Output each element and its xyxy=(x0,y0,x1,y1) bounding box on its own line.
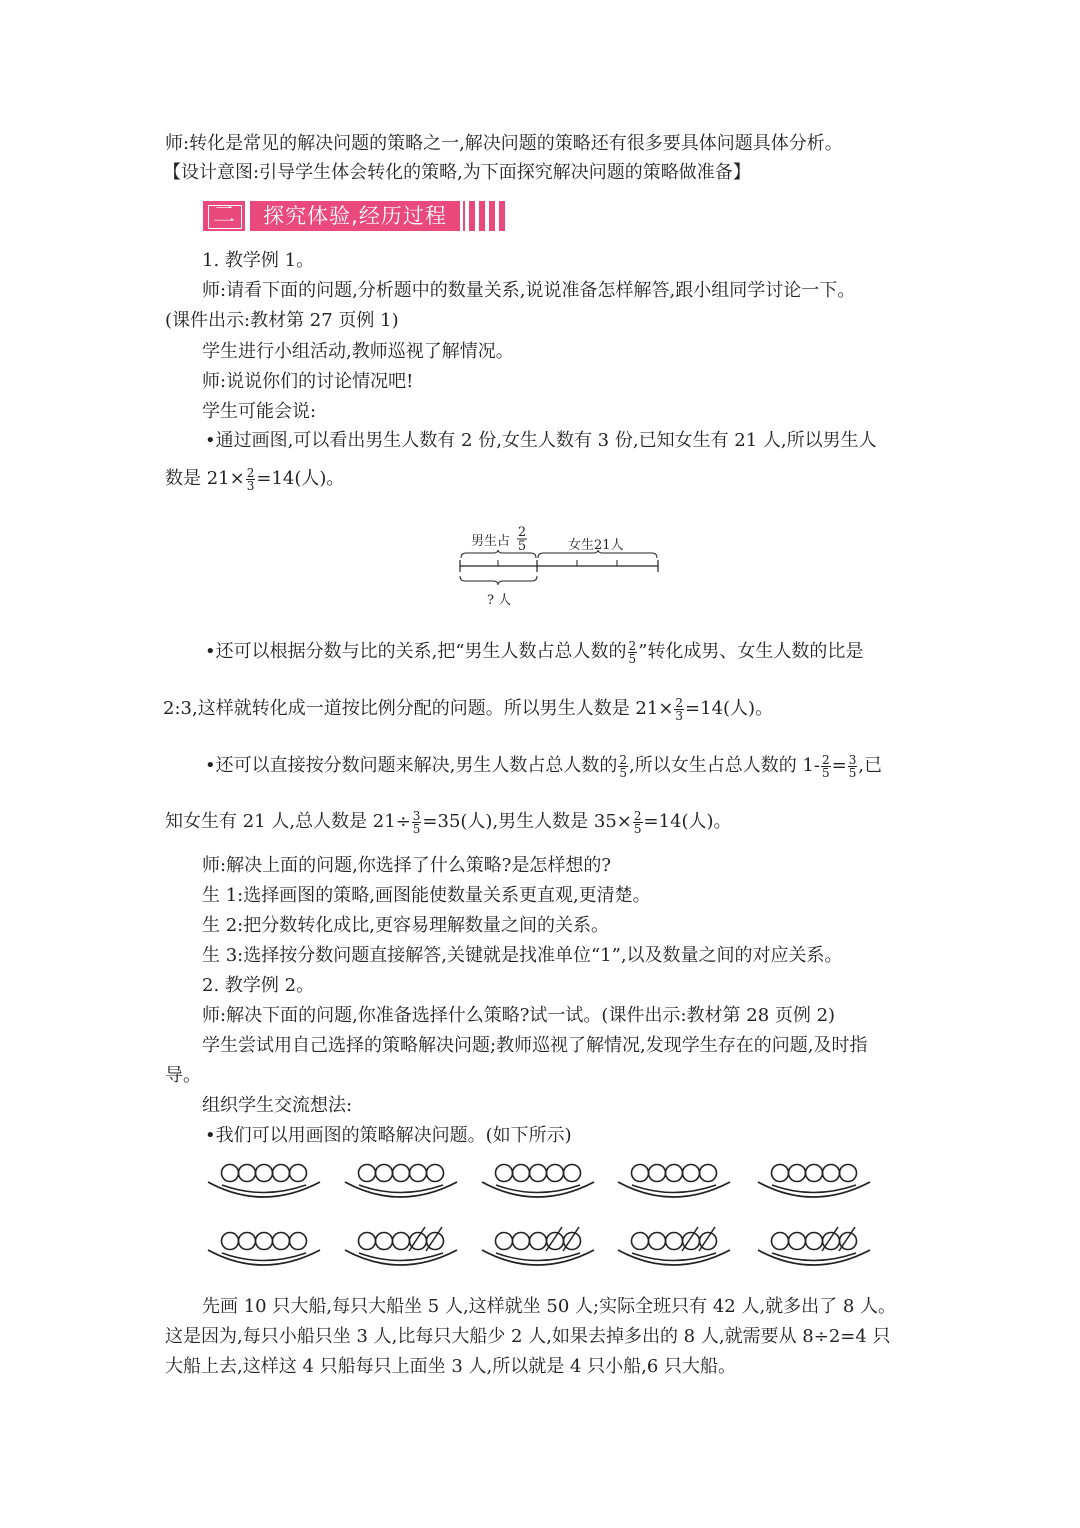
boat xyxy=(208,1233,320,1266)
paragraph-boat-explanation-end: 大船上去,这样这 4 只船每只上面坐 3 人,所以就是 4 只小船,6 只大船。 xyxy=(165,1356,737,1377)
person-circle xyxy=(359,1233,376,1250)
person-circle xyxy=(359,1165,376,1182)
person-circle xyxy=(513,1233,530,1250)
diagram-boys-frac-den: 5 xyxy=(517,539,527,554)
person-circle xyxy=(772,1165,789,1182)
person-circle xyxy=(273,1233,290,1250)
person-circle xyxy=(632,1165,649,1182)
person-circle xyxy=(683,1165,700,1182)
paragraph-student-attempt-cont: 导。 xyxy=(165,1065,201,1086)
person-circle xyxy=(806,1233,823,1250)
person-circle xyxy=(222,1233,239,1250)
person-circle xyxy=(772,1233,789,1250)
bullet-drawing-method-cont: 数是 21× $\frac{2}{3}$ =14(人)。 xyxy=(165,465,345,493)
paragraph-teacher-ask: 师:说说你们的讨论情况吧! xyxy=(202,371,414,392)
paragraph-teacher-summary: 师:转化是常见的解决问题的策略之一,解决问题的策略还有很多要具体问题具体分析。 xyxy=(165,133,843,154)
paragraph-students-say: 学生可能会说: xyxy=(202,401,317,422)
diagram-question-label: ? 人 xyxy=(487,593,512,608)
diagram-girls-label: 女生21人 xyxy=(568,538,624,553)
person-circle xyxy=(530,1233,547,1250)
person-circle xyxy=(564,1165,581,1182)
paragraph-boat-explanation-cont: 这是因为,每只小船只坐 3 人,比每只大船少 2 人,如果去掉多出的 8 人,就需要从 8÷2=4 只 xyxy=(165,1326,891,1347)
boat xyxy=(482,1165,594,1198)
section-number: 二 xyxy=(212,203,235,228)
person-circle xyxy=(410,1165,427,1182)
paragraph-student-1: 生 1:选择画图的策略,画图能使数量关系更直观,更清楚。 xyxy=(202,885,651,906)
design-intent-note: 【设计意图:引导学生体会转化的策略,为下面探究解决问题的策略做准备】 xyxy=(163,162,751,183)
boat xyxy=(618,1165,730,1198)
person-circle xyxy=(649,1233,666,1250)
boat xyxy=(758,1165,870,1198)
bullet-fraction-method: •还可以直接按分数问题来解决,男生人数占总人数的 $\frac{2}{5}$ ,所以女生占总人数的 1- $\frac{2}{5}$ = $\frac{3}{5}$ ,已 xyxy=(205,752,883,780)
person-circle xyxy=(256,1165,273,1182)
bullet-ratio-method-cont: 2:3,这样就转化成一道按比例分配的问题。所以男生人数是 21× $\frac{2}{3}$ =14(人)。 xyxy=(163,695,774,723)
section-title: 探究体验,经历过程 xyxy=(263,204,447,228)
bullet-drawing-method: •通过画图,可以看出男生人数有 2 份,女生人数有 3 份,已知女生有 21 人,所以男生人 xyxy=(205,430,877,451)
person-circle xyxy=(393,1165,410,1182)
person-circle xyxy=(823,1165,840,1182)
paragraph-teacher-question: 师:解决上面的问题,你选择了什么策略?是怎样想的? xyxy=(202,855,612,876)
person-circle xyxy=(530,1165,547,1182)
person-circle xyxy=(666,1233,683,1250)
person-circle xyxy=(496,1233,513,1250)
section-title-bar xyxy=(250,201,460,231)
person-circle xyxy=(547,1165,564,1182)
person-circle xyxy=(806,1165,823,1182)
person-circle xyxy=(496,1165,513,1182)
person-circle xyxy=(290,1233,307,1250)
fraction-two-fifths: $\frac{2}{5}$ xyxy=(628,638,637,666)
example-1-heading: 1. 教学例 1。 xyxy=(202,250,315,271)
fraction-two-thirds: $\frac{2}{3}$ xyxy=(246,465,255,493)
bullet-fraction-method-cont: 知女生有 21 人,总人数是 21÷ $\frac{3}{5}$ =35(人),男生人数是 35× $\frac{2}{5}$ =14(人)。 xyxy=(165,808,732,836)
fraction-two-fifths-3: $\frac{2}{5}$ xyxy=(821,752,830,780)
paragraph-student-attempt: 学生尝试用自己选择的策略解决问题;教师巡视了解情况,发现学生存在的问题,及时指 xyxy=(202,1035,868,1056)
person-circle xyxy=(256,1233,273,1250)
diagram-boys-frac-num: 2 xyxy=(517,525,527,540)
paragraph-organize: 组织学生交流想法: xyxy=(202,1095,353,1116)
section-number-box xyxy=(203,201,245,231)
boat xyxy=(208,1165,320,1198)
person-circle xyxy=(222,1165,239,1182)
person-circle xyxy=(239,1165,256,1182)
paragraph-student-3: 生 3:选择按分数问题直接解答,关键就是找准单位“1”,以及数量之间的对应关系。 xyxy=(202,945,843,966)
boats-illustration xyxy=(200,1150,900,1290)
fraction-two-fifths-4: $\frac{2}{5}$ xyxy=(633,808,642,836)
boat xyxy=(345,1165,457,1198)
section-banner xyxy=(203,201,505,231)
person-circle xyxy=(513,1165,530,1182)
boat xyxy=(345,1227,457,1265)
bullet-ratio-method: •还可以根据分数与比的关系,把“男生人数占总人数的 $\frac{2}{5}$ ”转化成男、女生人数的比是 xyxy=(205,638,864,666)
paragraph-courseware-1: (课件出示:教材第 27 页例 1) xyxy=(165,310,399,331)
paragraph-boat-explanation: 先画 10 只大船,每只大船坐 5 人,这样就坐 50 人;实际全班只有 42 人,就多出了 8 人。 xyxy=(202,1296,897,1317)
person-circle xyxy=(376,1233,393,1250)
person-circle xyxy=(666,1165,683,1182)
person-circle xyxy=(632,1233,649,1250)
person-circle xyxy=(273,1165,290,1182)
person-circle xyxy=(789,1233,806,1250)
person-circle xyxy=(290,1165,307,1182)
paragraph-teacher-prompt-2: 师:解决下面的问题,你准备选择什么策略?试一试。(课件出示:教材第 28 页例 2) xyxy=(202,1005,836,1026)
diagram-boys-label: 男生占 xyxy=(471,534,511,549)
person-circle xyxy=(239,1233,256,1250)
fraction-two-fifths-2: $\frac{2}{5}$ xyxy=(619,752,627,780)
boat xyxy=(482,1227,594,1265)
person-circle xyxy=(700,1165,717,1182)
person-circle xyxy=(393,1233,410,1250)
fraction-three-fifths-2: $\frac{3}{5}$ xyxy=(412,808,421,836)
bullet-drawing-boats: •我们可以用画图的策略解决问题。(如下所示) xyxy=(205,1125,572,1146)
paragraph-group-activity: 学生进行小组活动,教师巡视了解情况。 xyxy=(202,341,514,362)
paragraph-teacher-prompt: 师:请看下面的问题,分析题中的数量关系,说说准备怎样解答,跟小组同学讨论一下。 xyxy=(202,280,856,301)
segment-diagram xyxy=(455,520,670,615)
person-circle xyxy=(789,1165,806,1182)
person-circle xyxy=(840,1165,857,1182)
person-circle xyxy=(649,1165,666,1182)
example-2-heading: 2. 教学例 2。 xyxy=(202,975,315,996)
fraction-two-thirds-2: $\frac{2}{3}$ xyxy=(675,695,684,723)
paragraph-student-2: 生 2:把分数转化成比,更容易理解数量之间的关系。 xyxy=(202,915,609,936)
boat xyxy=(618,1227,730,1265)
person-circle xyxy=(427,1165,444,1182)
boat xyxy=(758,1227,870,1265)
fraction-three-fifths: $\frac{3}{5}$ xyxy=(848,752,857,780)
person-circle xyxy=(376,1165,393,1182)
